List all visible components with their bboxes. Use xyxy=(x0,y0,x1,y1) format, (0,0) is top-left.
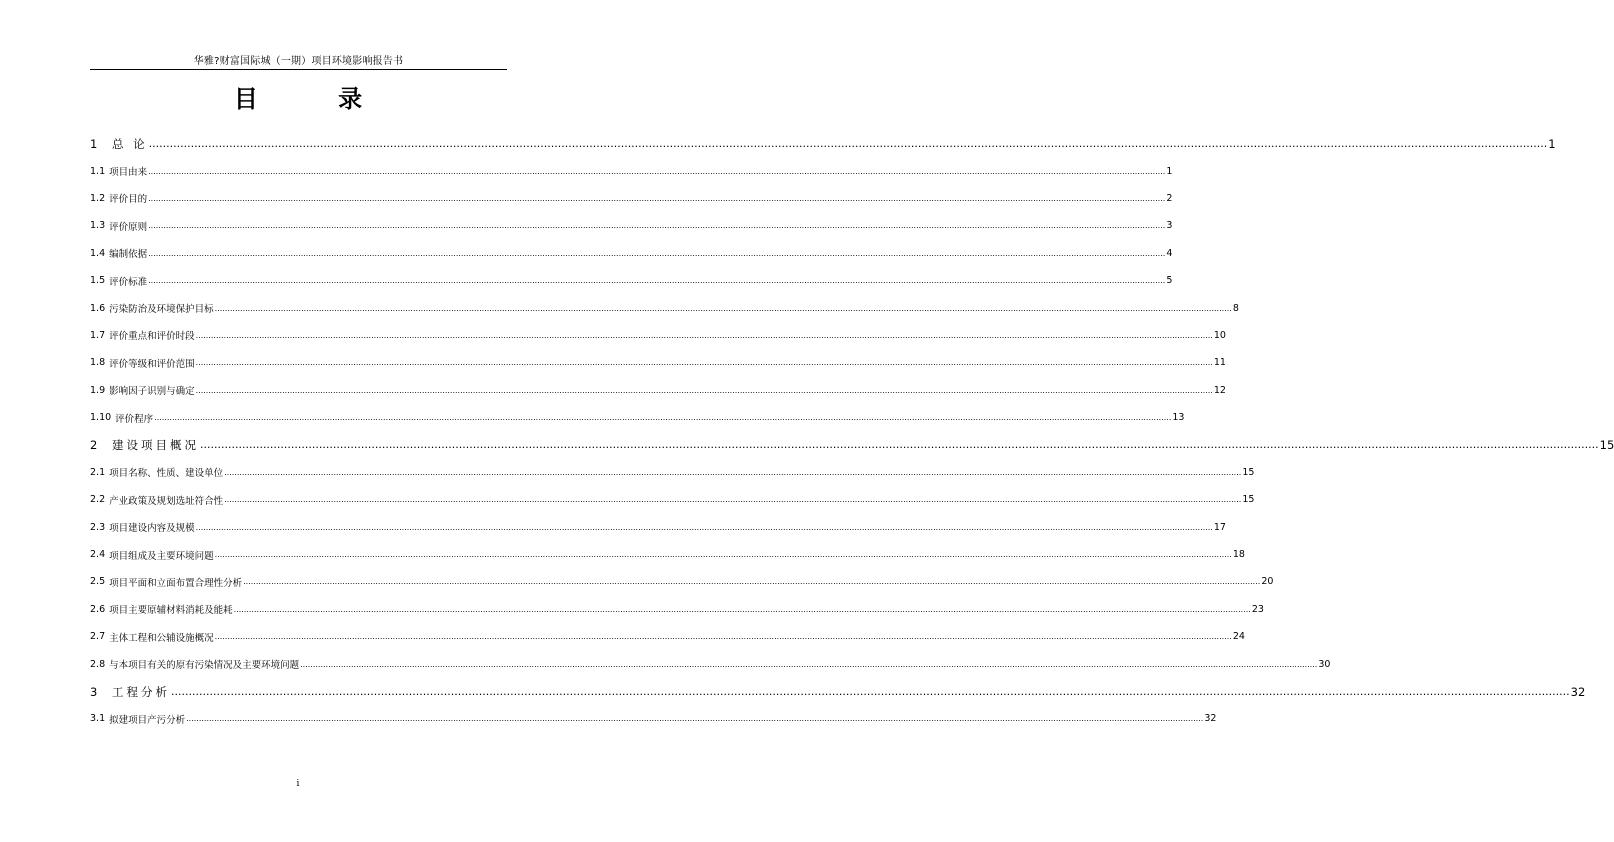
toc-entry-page: 32 xyxy=(1570,684,1586,699)
toc-entry-label: 项目由来 xyxy=(109,167,148,179)
toc-chapter-entry[interactable] xyxy=(90,678,1586,705)
toc-dot-leader: ................................................................................................................................................................................................................................................................................................................................................................................................................ xyxy=(195,330,1213,340)
toc-section-entry[interactable] xyxy=(90,541,1245,568)
toc-entry-number: 2.4 xyxy=(90,549,106,561)
toc-entry-number: 1.4 xyxy=(90,247,106,259)
page-number: i xyxy=(296,779,300,789)
toc-entry-number: 2 xyxy=(90,437,98,452)
toc-entry-number: 1.6 xyxy=(90,302,106,314)
toc-dot-leader: ................................................................................................................................................................................................................................................................................................................................................................................................................ xyxy=(154,413,1172,423)
toc-dot-leader: ................................................................................................................................................................................................................................................................................................................................................................................................................ xyxy=(195,385,1213,395)
toc-entry-label: 编制依据 xyxy=(109,249,148,261)
toc-dot-leader: ................................................................................................................................................................................................................................................................................................................................................................................................................ xyxy=(243,577,1261,587)
toc-entry-page: 10 xyxy=(1213,329,1226,341)
toc-dot-leader: ................................................................................................................................................................................................................................................................................................................................................................................................................ xyxy=(148,276,1166,286)
toc-dot-leader: ................................................................................................................................................................................................................................................................................................................................................................................................................ xyxy=(148,137,1548,151)
toc-section-entry[interactable] xyxy=(90,267,1173,294)
toc-entry-number: 2.7 xyxy=(90,631,106,643)
toc-entry-page: 15 xyxy=(1242,466,1255,478)
toc-dot-leader: ................................................................................................................................................................................................................................................................................................................................................................................................................ xyxy=(224,495,1242,505)
toc-entry-page: 12 xyxy=(1213,384,1226,396)
toc-entry-number: 2.1 xyxy=(90,466,106,478)
toc-entry-page: 2 xyxy=(1166,192,1173,204)
toc-entry-page: 24 xyxy=(1232,631,1245,643)
toc-entry-page: 13 xyxy=(1172,412,1185,424)
toc-entry-number: 2.5 xyxy=(90,576,106,588)
toc-entry-number: 2.6 xyxy=(90,603,106,615)
toc-section-entry[interactable] xyxy=(90,596,1264,623)
toc-section-entry[interactable] xyxy=(90,240,1173,267)
toc-section-entry[interactable] xyxy=(90,294,1239,321)
toc-dot-leader: ................................................................................................................................................................................................................................................................................................................................................................................................................ xyxy=(148,248,1166,258)
toc-dot-leader: ................................................................................................................................................................................................................................................................................................................................................................................................................ xyxy=(214,550,1232,560)
toc-entry-label: 项目主要原辅材料消耗及能耗 xyxy=(109,605,233,617)
toc-entry-page: 8 xyxy=(1232,302,1239,314)
toc-section-entry[interactable] xyxy=(90,568,1274,595)
toc-entry-label: 评价原则 xyxy=(109,221,148,233)
toc-entry-number: 2.2 xyxy=(90,494,106,506)
toc-dot-leader: ................................................................................................................................................................................................................................................................................................................................................................................................................ xyxy=(186,714,1204,724)
toc-entry-page: 3 xyxy=(1166,220,1173,232)
toc-section-entry[interactable] xyxy=(90,459,1255,486)
toc-entry-page: 1 xyxy=(1548,136,1556,151)
toc-entry-page: 15 xyxy=(1599,437,1614,452)
toc-entry-label: 与本项目有关的原有污染情况及主要环境问题 xyxy=(109,660,300,672)
toc-dot-leader: ................................................................................................................................................................................................................................................................................................................................................................................................................ xyxy=(214,632,1232,642)
toc-entry-label: 建设项目概况 xyxy=(112,437,199,452)
toc-entry-label: 评价程序 xyxy=(115,413,154,425)
toc-section-entry[interactable] xyxy=(90,705,1217,732)
toc-entry-page: 23 xyxy=(1251,603,1264,615)
toc-entry-number: 1.1 xyxy=(90,165,106,177)
toc-entry-page: 32 xyxy=(1204,713,1217,725)
toc-section-entry[interactable] xyxy=(90,157,1173,184)
toc-section-entry[interactable] xyxy=(90,623,1245,650)
toc-entry-label: 主体工程和公辅设施概况 xyxy=(109,632,214,644)
running-header: 华雅?财富国际城（一期）项目环境影响报告书 xyxy=(193,56,404,67)
toc-section-entry[interactable] xyxy=(90,486,1255,513)
page-title: 目 录 xyxy=(233,85,399,113)
toc-section-entry[interactable] xyxy=(90,404,1185,431)
toc-entry-label: 项目建设内容及规模 xyxy=(109,523,195,535)
toc-dot-leader: ................................................................................................................................................................................................................................................................................................................................................................................................................ xyxy=(195,522,1213,532)
toc-entry-page: 18 xyxy=(1232,549,1245,561)
toc-section-entry[interactable] xyxy=(90,185,1173,212)
toc-chapter-entry[interactable] xyxy=(90,130,1556,157)
table-of-contents xyxy=(90,130,1614,733)
toc-entry-label: 项目平面和立面布置合理性分析 xyxy=(109,577,243,589)
toc-dot-leader: ................................................................................................................................................................................................................................................................................................................................................................................................................ xyxy=(224,467,1242,477)
toc-entry-number: 1 xyxy=(90,136,98,151)
toc-entry-label: 影响因子识别与确定 xyxy=(109,386,195,398)
toc-entry-number: 3.1 xyxy=(90,713,106,725)
toc-entry-page: 17 xyxy=(1213,521,1226,533)
toc-section-entry[interactable] xyxy=(90,377,1226,404)
toc-entry-number: 3 xyxy=(90,684,98,699)
toc-dot-leader: ................................................................................................................................................................................................................................................................................................................................................................................................................ xyxy=(148,221,1166,231)
toc-entry-number: 2.8 xyxy=(90,658,106,670)
toc-entry-label: 评价重点和评价时段 xyxy=(109,331,195,343)
header-rule xyxy=(90,69,507,70)
toc-entry-label: 项目组成及主要环境问题 xyxy=(109,550,214,562)
toc-entry-number: 1.10 xyxy=(90,412,112,424)
toc-entry-number: 2.3 xyxy=(90,521,106,533)
toc-entry-number: 1.8 xyxy=(90,357,106,369)
toc-entry-page: 4 xyxy=(1166,247,1173,259)
toc-dot-leader: ................................................................................................................................................................................................................................................................................................................................................................................................................ xyxy=(171,685,1570,698)
toc-entry-label: 拟建项目产污分析 xyxy=(109,714,186,726)
toc-entry-label: 评价等级和评价范围 xyxy=(109,358,195,370)
toc-dot-leader: ................................................................................................................................................................................................................................................................................................................................................................................................................ xyxy=(195,358,1213,368)
toc-dot-leader: ................................................................................................................................................................................................................................................................................................................................................................................................................ xyxy=(233,604,1251,614)
toc-dot-leader: ................................................................................................................................................................................................................................................................................................................................................................................................................ xyxy=(200,438,1599,452)
toc-entry-label: 评价标准 xyxy=(109,276,148,288)
toc-entry-label: 产业政策及规划选址符合性 xyxy=(109,495,224,507)
toc-dot-leader: ................................................................................................................................................................................................................................................................................................................................................................................................................ xyxy=(214,303,1232,313)
toc-entry-number: 1.9 xyxy=(90,384,106,396)
toc-entry-page: 15 xyxy=(1242,494,1255,506)
toc-entry-page: 30 xyxy=(1318,658,1331,670)
toc-entry-label: 总 论 xyxy=(112,136,148,151)
toc-entry-label: 评价目的 xyxy=(109,194,148,206)
toc-entry-number: 1.7 xyxy=(90,329,106,341)
toc-section-entry[interactable] xyxy=(90,513,1226,540)
toc-entry-label: 项目名称、性质、建设单位 xyxy=(109,468,224,480)
toc-section-entry[interactable] xyxy=(90,212,1173,239)
toc-section-entry[interactable] xyxy=(90,650,1331,677)
toc-dot-leader: ................................................................................................................................................................................................................................................................................................................................................................................................................ xyxy=(148,193,1166,203)
toc-section-entry[interactable] xyxy=(90,322,1226,349)
toc-entry-label: 污染防治及环境保护目标 xyxy=(109,304,214,316)
toc-entry-page: 5 xyxy=(1166,275,1173,287)
toc-entry-number: 1.2 xyxy=(90,192,106,204)
toc-entry-label: 工程分析 xyxy=(112,684,170,699)
toc-entry-number: 1.3 xyxy=(90,220,106,232)
toc-section-entry[interactable] xyxy=(90,349,1226,376)
toc-entry-number: 1.5 xyxy=(90,275,106,287)
toc-dot-leader: ................................................................................................................................................................................................................................................................................................................................................................................................................ xyxy=(148,166,1166,176)
toc-entry-page: 11 xyxy=(1213,357,1226,369)
toc-entry-page: 1 xyxy=(1166,165,1173,177)
toc-dot-leader: ................................................................................................................................................................................................................................................................................................................................................................................................................ xyxy=(300,659,1318,669)
toc-entry-page: 20 xyxy=(1261,576,1274,588)
toc-chapter-entry[interactable] xyxy=(90,431,1614,458)
